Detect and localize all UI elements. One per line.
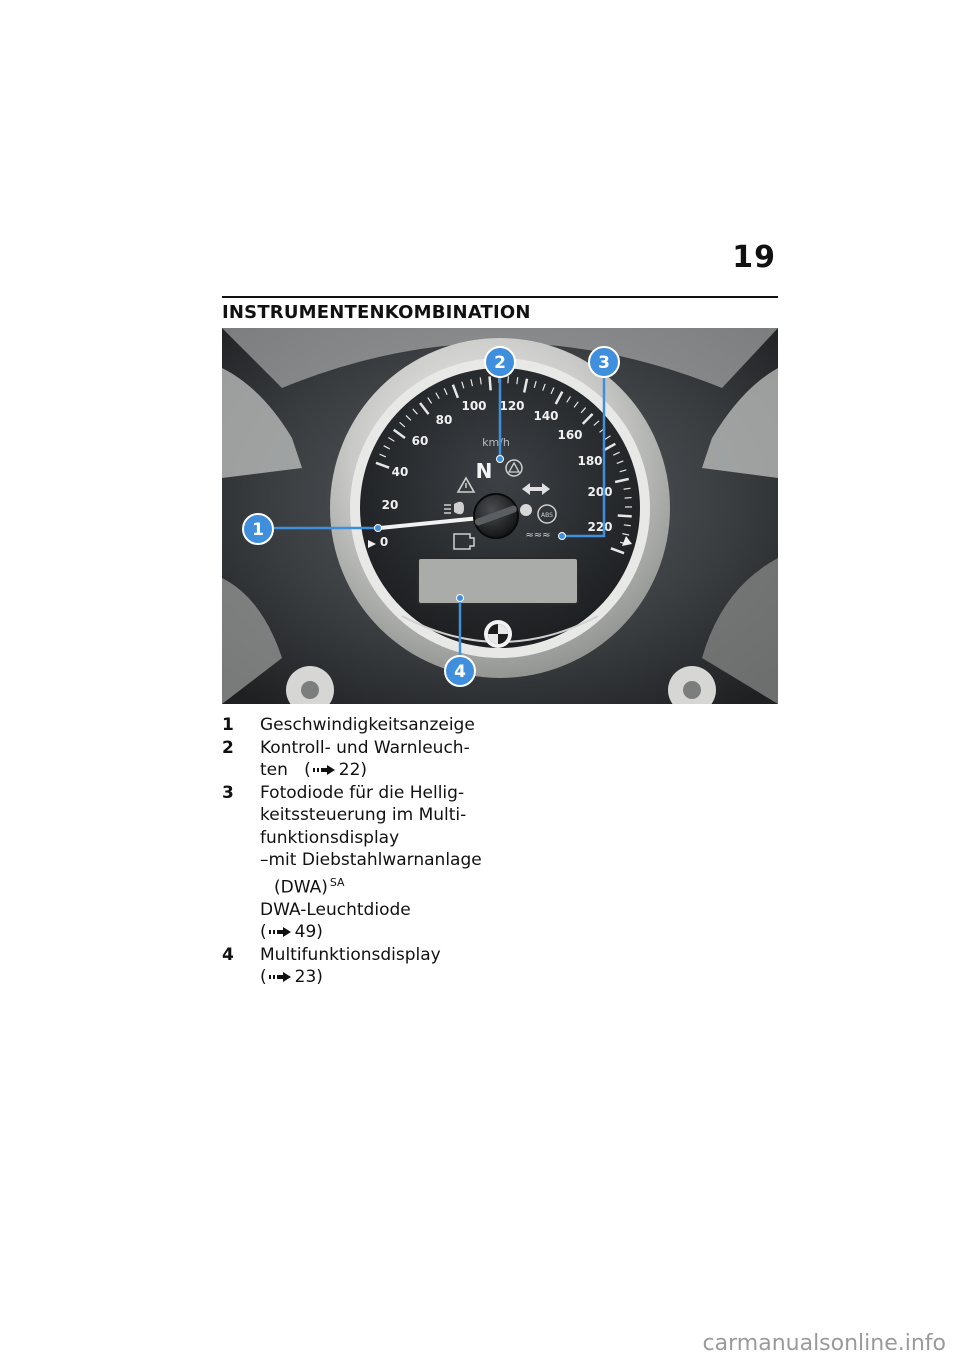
legend-num: 3 bbox=[222, 782, 234, 803]
svg-text:ABS: ABS bbox=[541, 512, 553, 519]
legend-text: (DWA) bbox=[274, 877, 328, 898]
legend-text: funktionsdisplay bbox=[260, 827, 400, 848]
legend-item-1 bbox=[222, 714, 512, 737]
legend-num: 2 bbox=[222, 737, 234, 758]
oil-icon bbox=[520, 504, 532, 516]
legend bbox=[222, 714, 512, 989]
svg-text:2: 2 bbox=[494, 353, 506, 373]
dial-label-60: 60 bbox=[411, 434, 429, 448]
dial-label-180: 180 bbox=[577, 454, 603, 468]
legend-num: 1 bbox=[222, 715, 234, 735]
photodiode-symbols bbox=[525, 530, 550, 541]
page-reference[interactable]: 49) bbox=[294, 922, 323, 943]
page-reference-arrow-icon bbox=[269, 927, 291, 937]
legend-text: Multifunktionsdisplay bbox=[260, 944, 441, 965]
multifunction-display bbox=[418, 558, 578, 604]
gear-indicator: N bbox=[475, 459, 493, 483]
special-equipment-mark: SA bbox=[329, 875, 345, 889]
watermark: carmanualsonline.info bbox=[702, 1331, 946, 1356]
page-reference-arrow-icon bbox=[313, 765, 335, 775]
legend-item-2: 2 Kontroll- und Warnleuch- ten ( 22) bbox=[222, 737, 512, 782]
legend-text: –mit Diebstahlwarnanlage bbox=[260, 850, 482, 870]
svg-text:3: 3 bbox=[598, 353, 610, 373]
dial-label-80: 80 bbox=[435, 413, 453, 427]
instrument-cluster-illustration bbox=[222, 328, 778, 704]
section-title: INSTRUMENTENKOMBINATION bbox=[222, 296, 778, 323]
unit-label: km/h bbox=[482, 436, 510, 449]
svg-text:≈≈≈: ≈≈≈ bbox=[525, 530, 551, 541]
dial-label-160: 160 bbox=[557, 428, 583, 442]
bmw-logo-icon bbox=[484, 620, 512, 648]
legend-text: Fotodiode für die Hellig- bbox=[260, 782, 465, 803]
instrument-cluster-figure bbox=[222, 328, 778, 704]
legend-num: 4 bbox=[222, 944, 234, 965]
legend-text: DWA-Leuchtdiode bbox=[260, 899, 411, 920]
page-reference[interactable]: 23) bbox=[294, 967, 323, 988]
legend-text: Geschwindigkeitsanzeige bbox=[260, 715, 475, 735]
legend-item-4: 4 Multifunktionsdisplay ( 23) bbox=[222, 944, 512, 989]
legend-text: ten bbox=[260, 760, 288, 780]
page-reference-arrow-icon bbox=[269, 972, 291, 982]
dial-label-120: 120 bbox=[499, 399, 525, 413]
tick-mark bbox=[625, 498, 632, 499]
svg-text:4: 4 bbox=[454, 662, 466, 682]
tick-mark bbox=[490, 376, 491, 390]
callout-3 bbox=[589, 347, 619, 377]
callout-4 bbox=[445, 656, 475, 686]
dial-label-40: 40 bbox=[391, 465, 409, 479]
legend-item-3: 3 Fotodiode für die Hellig- keitssteuerung im Multi- funktionsdisplay –mit Diebstahlwarnanlage (DWA) $^{SA}$ DWA-Leuchtdiode ( 49) bbox=[222, 782, 512, 944]
callout-1 bbox=[243, 514, 273, 544]
legend-text: keitssteuerung im Multi- bbox=[260, 805, 467, 825]
page-reference[interactable]: 22) bbox=[338, 760, 368, 780]
dial-label-220: 220 bbox=[587, 520, 613, 534]
legend-text: Kontroll- und Warnleuch- bbox=[260, 737, 470, 758]
callout-2 bbox=[485, 347, 515, 377]
page-number: 19 bbox=[732, 240, 776, 275]
dial-label-0: 0 bbox=[379, 535, 389, 549]
dial-label-20: 20 bbox=[381, 498, 399, 512]
svg-text:1: 1 bbox=[252, 520, 264, 540]
dial-label-200: 200 bbox=[587, 485, 613, 499]
tick-mark bbox=[618, 515, 632, 516]
dial-label-100: 100 bbox=[461, 399, 487, 413]
dial-label-140: 140 bbox=[533, 409, 559, 423]
